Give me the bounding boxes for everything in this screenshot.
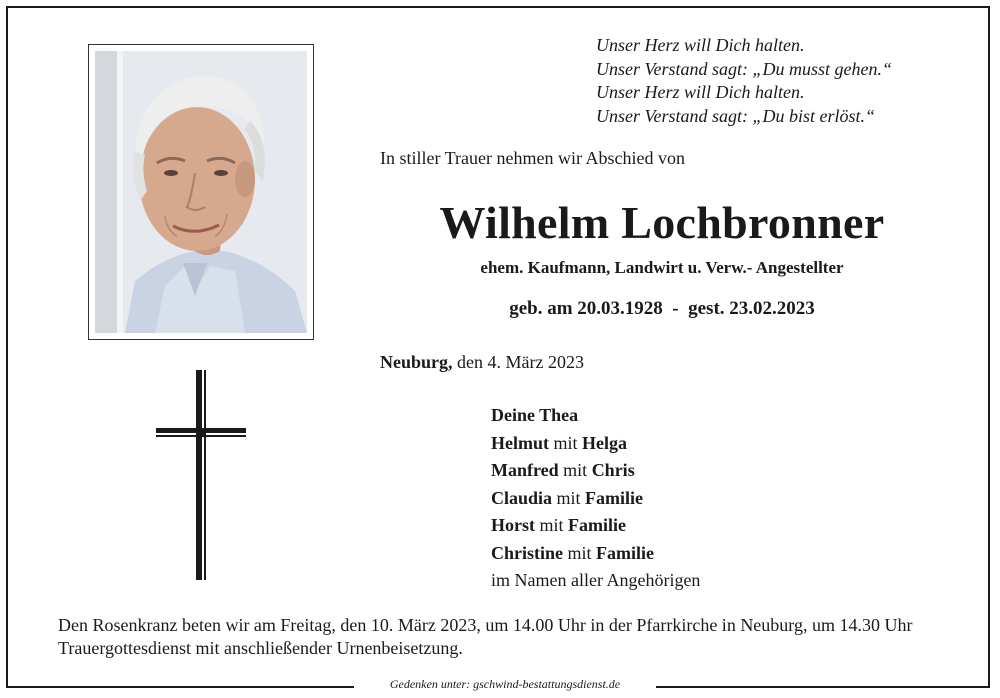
mourner-partner: Chris	[591, 460, 635, 480]
deceased-name: Wilhelm Lochbronner	[439, 197, 885, 248]
life-dates: geb. am 20.03.1928 - gest. 23.02.2023	[509, 298, 815, 319]
poem-line: Unser Herz will Dich halten.	[596, 35, 805, 55]
poem-line: Unser Herz will Dich halten.	[596, 82, 805, 102]
mourner-connector: mit	[552, 487, 586, 508]
poem-line: Unser Verstand sagt: „Du bist erlöst.“	[596, 105, 876, 126]
mourner-connector: mit	[558, 460, 592, 480]
list-item	[491, 485, 700, 513]
footer-rule-left	[8, 686, 354, 687]
mourner-partner: Familie	[585, 487, 644, 508]
place-date-line	[380, 352, 584, 373]
deceased-profession: ehem. Kaufmann, Landwirt u. Verw.- Angestellter	[480, 258, 844, 277]
mourner-name: Christine	[491, 542, 563, 563]
date-text: den 4. März 2023	[452, 352, 584, 372]
place-name: Neuburg,	[380, 352, 453, 372]
mourner-partner: Familie	[568, 515, 626, 535]
mourner-partner: Helga	[582, 432, 628, 453]
mourner-partner: Familie	[596, 542, 654, 563]
mourner-name: Helmut	[491, 432, 549, 453]
mourner-name: Deine Thea	[491, 405, 579, 425]
cross-icon	[156, 370, 246, 580]
service-info: Den Rosenkranz beten wir am Freitag, den 10. März 2023, um 14.00 Uhr in der Pfarrkirche in Neuburg, um 14.30 Uhr Trauergottesdienst mit anschließender Urnenbeisetzung.	[58, 615, 913, 658]
list-item	[491, 457, 700, 485]
list-item	[491, 540, 700, 568]
mourner-name: Horst	[491, 515, 535, 535]
list-item	[491, 402, 700, 430]
list-item	[491, 512, 700, 540]
mourners-closing: im Namen aller Angehörigen	[491, 570, 701, 590]
list-item	[491, 430, 700, 458]
mourner-connector: mit	[535, 515, 569, 535]
poem-verse	[596, 34, 892, 128]
footer-rule-right	[656, 686, 988, 687]
mourner-connector: mit	[549, 432, 583, 453]
mourner-name: Manfred	[491, 460, 559, 480]
intro-text: In stiller Trauer nehmen wir Abschied von	[380, 148, 685, 168]
portrait-frame	[88, 44, 314, 340]
mourner-connector: mit	[563, 542, 597, 563]
portrait-photo	[95, 51, 307, 333]
mourners-list	[491, 402, 700, 595]
mourner-name: Claudia	[491, 487, 553, 508]
footer-memorial-link: Gedenken unter: gschwind-bestattungsdienst.de	[354, 677, 656, 692]
poem-line: Unser Verstand sagt: „Du musst gehen.“	[596, 58, 893, 79]
